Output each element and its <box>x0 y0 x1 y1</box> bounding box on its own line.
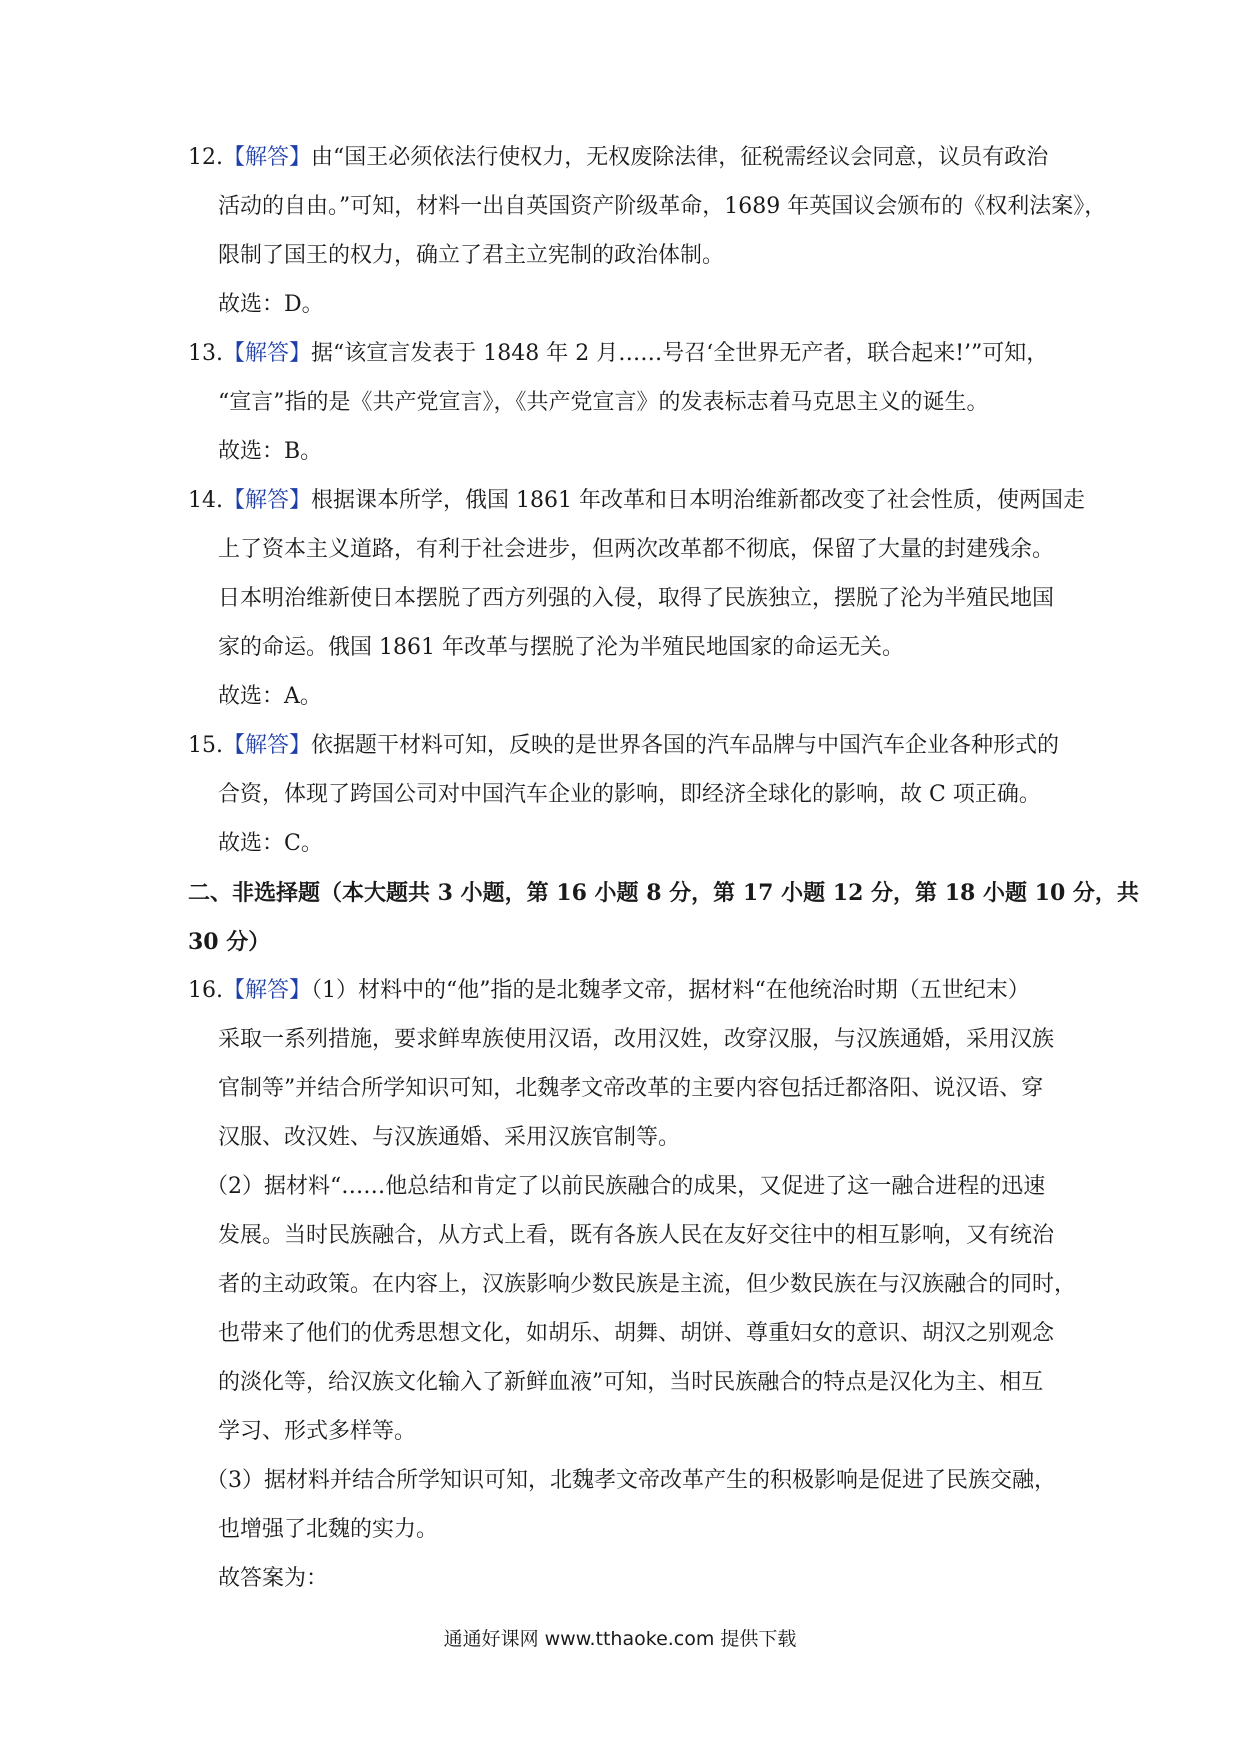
answer-line: 采取一系列措施，要求鲜卑族使用汉语，改用汉姓，改穿汉服，与汉族通婚，采用汉族 <box>218 1027 1055 1052</box>
answer-line: （3）据材料并结合所学知识可知，北魏孝文帝改革产生的积极影响是促进了民族交融， <box>206 1468 1056 1493</box>
answer-line: 活动的自由。”可知，材料一出自英国资产阶级革命，1689 年英国议会颁布的《权利法案》， <box>218 194 1107 219</box>
answer-line: 合资，体现了跨国公司对中国汽车企业的影响，即经济全球化的影响，故 C 项正确。 <box>218 782 1041 807</box>
answer-choice: 故选：A。 <box>218 684 322 709</box>
answer-line: 日本明治维新使日本摆脱了西方列强的入侵，取得了民族独立，摆脱了沦为半殖民地国 <box>218 586 1055 611</box>
page-footer: 通通好课网 www.tthaoke.com 提供下载 <box>443 1628 797 1650</box>
answer-line: 也带来了他们的优秀思想文化，如胡乐、胡舞、胡饼、尊重妇女的意识、胡汉之别观念 <box>218 1321 1055 1346</box>
answer-line <box>188 339 1048 369</box>
answer-line: （2）据材料“……他总结和肯定了以前民族融合的成果，又促进了这一融合进程的迅速 <box>206 1174 1046 1199</box>
answer-line: 官制等”并结合所学知识可知，北魏孝文帝改革的主要内容包括迁都洛阳、说汉语、穿 <box>218 1076 1044 1101</box>
answer-text: 由“国王必须依法行使权力，无权废除法律，征税需经议会同意，议员有政治 <box>311 145 1049 170</box>
answer-tag: 【解答】 <box>223 341 312 366</box>
section-heading-line: 30 分） <box>188 929 271 955</box>
answer-choice: 故选：C。 <box>218 831 323 856</box>
question-number: 16. <box>188 978 223 1003</box>
answer-line: 者的主动政策。在内容上，汉族影响少数民族是主流，但少数民族在与汉族融合的同时， <box>218 1272 1077 1297</box>
answer-text: （1）材料中的“他”指的是北魏孝文帝，据材料“在他统治时期（五世纪末） <box>311 978 1030 1003</box>
answer-line: 上了资本主义道路，有利于社会进步，但两次改革都不彻底，保留了大量的封建残余。 <box>218 537 1055 562</box>
answer-line: 的淡化等，给汉族文化输入了新鲜血液”可知，当时民族融合的特点是汉化为主、相互 <box>218 1370 1044 1395</box>
answer-tag: 【解答】 <box>223 145 312 170</box>
answer-line: 限制了国王的权力，确立了君主立宪制的政治体制。 <box>218 243 725 268</box>
answer-choice: 故选：D。 <box>218 292 324 317</box>
answer-line: 家的命运。俄国 1861 年改革与摆脱了沦为半殖民地国家的命运无关。 <box>218 635 904 660</box>
answer-text: 根据课本所学，俄国 1861 年改革和日本明治维新都改变了社会性质，使两国走 <box>311 488 1085 513</box>
answer-line: 也增强了北魏的实力。 <box>218 1517 439 1542</box>
answer-final: 故答案为： <box>218 1566 329 1591</box>
answer-line: “宣言”指的是《共产党宣言》，《共产党宣言》的发表标志着马克思主义的诞生。 <box>218 390 989 415</box>
answer-line <box>188 486 1085 516</box>
question-number: 14. <box>188 488 223 513</box>
answer-line <box>188 731 1059 761</box>
answer-line: 学习、形式多样等。 <box>218 1419 417 1444</box>
answer-line <box>188 976 1030 1006</box>
question-number: 15. <box>188 733 223 758</box>
answer-line: 汉服、改汉姓、与汉族通婚、采用汉族官制等。 <box>218 1125 681 1150</box>
answer-line <box>188 143 1048 173</box>
question-number: 12. <box>188 145 223 170</box>
answer-line: 发展。当时民族融合，从方式上看，既有各族人民在友好交往中的相互影响，又有统治 <box>218 1223 1055 1248</box>
answer-tag: 【解答】 <box>223 733 312 758</box>
answer-text: 据“该宣言发表于 1848 年 2 月……号召‘全世界无产者，联合起来!’”可知， <box>311 341 1049 366</box>
answer-choice: 故选：B。 <box>218 439 323 464</box>
section-heading-line: 二、非选择题（本大题共 3 小题，第 16 小题 8 分，第 17 小题 12 分，第 18 小题 10 分，共 <box>188 880 1139 906</box>
answer-text: 依据题干材料可知，反映的是世界各国的汽车品牌与中国汽车企业各种形式的 <box>311 733 1060 758</box>
question-number: 13. <box>188 341 223 366</box>
answer-tag: 【解答】 <box>223 978 312 1003</box>
answer-tag: 【解答】 <box>223 488 312 513</box>
